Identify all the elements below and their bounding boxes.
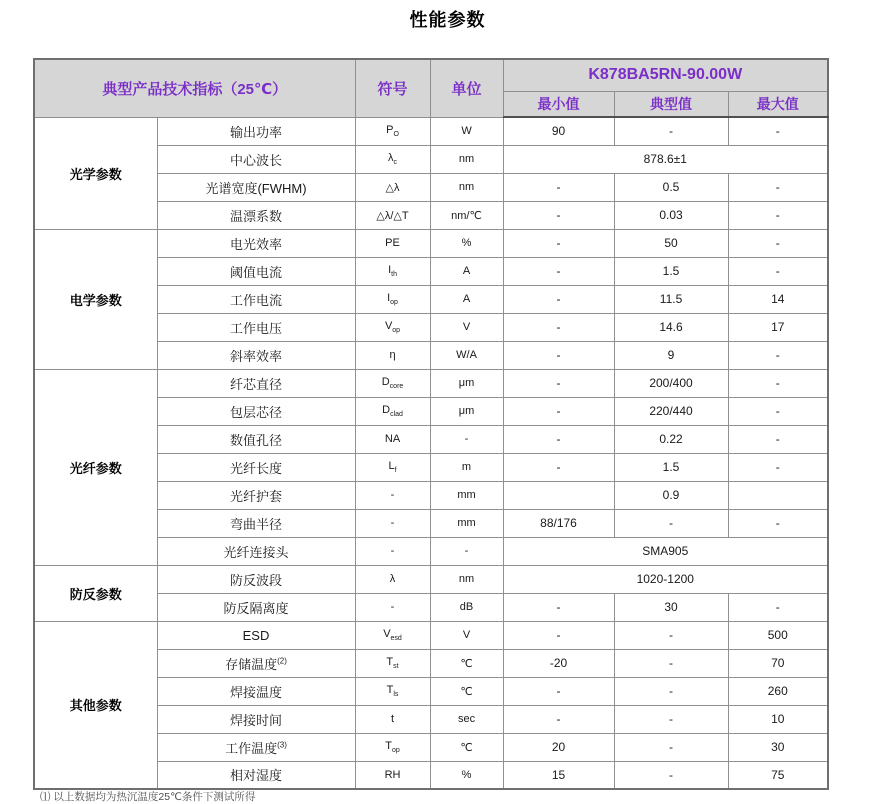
param-name-cell: 输出功率	[157, 117, 355, 145]
symbol-cell: $P_O$	[355, 117, 430, 145]
max-value-cell: 17	[728, 313, 828, 341]
min-value-cell: 88/176	[503, 509, 614, 537]
param-name-cell: 焊接温度	[157, 677, 355, 705]
max-value-cell: -	[728, 397, 828, 425]
unit-cell: nm	[430, 173, 503, 201]
param-name-cell: 中心波长	[157, 145, 355, 173]
max-value-cell: 30	[728, 733, 828, 761]
unit-cell: ℃	[430, 733, 503, 761]
min-value-cell	[503, 481, 614, 509]
min-value-cell: -	[503, 257, 614, 285]
symbol-cell: η	[355, 341, 430, 369]
param-name-cell: 防反隔离度	[157, 593, 355, 621]
typ-value-cell: -	[614, 761, 728, 789]
min-value-cell: -	[503, 313, 614, 341]
category-cell: 电学参数	[34, 229, 157, 369]
min-value-cell: -	[503, 201, 614, 229]
min-value-cell: -	[503, 621, 614, 649]
symbol-cell: △λ	[355, 173, 430, 201]
max-value-cell: -	[728, 229, 828, 257]
typ-value-cell: -	[614, 621, 728, 649]
max-value-cell: -	[728, 453, 828, 481]
typ-value-cell: -	[614, 705, 728, 733]
min-value-cell: -	[503, 173, 614, 201]
unit-cell: μm	[430, 369, 503, 397]
typ-value-cell: -	[614, 649, 728, 677]
max-value-cell	[728, 481, 828, 509]
max-value-cell: -	[728, 117, 828, 145]
min-value-cell: -	[503, 229, 614, 257]
symbol-cell: $V_{op}$	[355, 313, 430, 341]
symbol-cell: $T_{op}$	[355, 733, 430, 761]
symbol-cell: $I_{op}$	[355, 285, 430, 313]
unit-cell: nm	[430, 145, 503, 173]
param-name-cell: 防反波段	[157, 565, 355, 593]
table-row	[34, 621, 828, 649]
symbol-cell: -	[355, 481, 430, 509]
max-value-cell: -	[728, 593, 828, 621]
performance-spec-table	[33, 58, 829, 790]
typ-value-cell: -	[614, 677, 728, 705]
typ-value-cell: 50	[614, 229, 728, 257]
symbol-cell: $D_{clad}$	[355, 397, 430, 425]
min-value-cell: -	[503, 425, 614, 453]
typ-value-cell: 0.5	[614, 173, 728, 201]
min-value-cell: -20	[503, 649, 614, 677]
min-value-cell: -	[503, 397, 614, 425]
header-product-model: K878BA5RN-90.00W	[503, 59, 828, 91]
category-cell: 其他参数	[34, 621, 157, 789]
min-value-cell: -	[503, 341, 614, 369]
footnote-partial: ⑴ 以上数据均为热沉温度25℃条件下测试所得	[40, 791, 256, 803]
typ-value-cell: -	[614, 117, 728, 145]
param-name-cell: 工作电压	[157, 313, 355, 341]
typ-value-cell: 220/440	[614, 397, 728, 425]
param-name-cell: 斜率效率	[157, 341, 355, 369]
unit-cell: V	[430, 313, 503, 341]
typ-value-cell: 14.6	[614, 313, 728, 341]
unit-cell: mm	[430, 481, 503, 509]
symbol-cell: $I_{th}$	[355, 257, 430, 285]
param-name-cell: 工作温度$^{(3)}$	[157, 733, 355, 761]
param-name-cell: 纤芯直径	[157, 369, 355, 397]
symbol-cell: t	[355, 705, 430, 733]
min-value-cell: -	[503, 593, 614, 621]
merged-value-cell: SMA905	[503, 537, 828, 565]
merged-value-cell: 878.6±1	[503, 145, 828, 173]
max-value-cell: -	[728, 201, 828, 229]
max-value-cell: -	[728, 425, 828, 453]
category-cell: 防反参数	[34, 565, 157, 621]
unit-cell: V	[430, 621, 503, 649]
typ-value-cell: 9	[614, 341, 728, 369]
param-name-cell: 弯曲半径	[157, 509, 355, 537]
max-value-cell: 500	[728, 621, 828, 649]
category-cell: 光纤参数	[34, 369, 157, 565]
header-symbol: 符号	[355, 59, 430, 117]
unit-cell: μm	[430, 397, 503, 425]
header-unit: 单位	[430, 59, 503, 117]
param-name-cell: 数值孔径	[157, 425, 355, 453]
param-name-cell: 存储温度$^{(2)}$	[157, 649, 355, 677]
max-value-cell: 260	[728, 677, 828, 705]
param-name-cell: 相对湿度	[157, 761, 355, 789]
symbol-cell: λ	[355, 565, 430, 593]
typ-value-cell: 1.5	[614, 453, 728, 481]
min-value-cell: -	[503, 369, 614, 397]
min-value-cell: -	[503, 285, 614, 313]
symbol-cell: -	[355, 509, 430, 537]
symbol-cell: NA	[355, 425, 430, 453]
unit-cell: sec	[430, 705, 503, 733]
max-value-cell: -	[728, 509, 828, 537]
symbol-cell: △λ/△T	[355, 201, 430, 229]
unit-cell: A	[430, 257, 503, 285]
unit-cell: nm	[430, 565, 503, 593]
min-value-cell: -	[503, 453, 614, 481]
param-name-cell: 电光效率	[157, 229, 355, 257]
max-value-cell: -	[728, 341, 828, 369]
min-value-cell: -	[503, 677, 614, 705]
symbol-cell: RH	[355, 761, 430, 789]
unit-cell: %	[430, 229, 503, 257]
table-row	[34, 369, 828, 397]
symbol-cell: $D_{core}$	[355, 369, 430, 397]
min-value-cell: 90	[503, 117, 614, 145]
header-max: 最大值	[728, 91, 828, 117]
merged-value-cell: 1020-1200	[503, 565, 828, 593]
unit-cell: -	[430, 425, 503, 453]
max-value-cell: -	[728, 173, 828, 201]
unit-cell: W/A	[430, 341, 503, 369]
param-name-cell: 光纤连接头	[157, 537, 355, 565]
max-value-cell: -	[728, 369, 828, 397]
symbol-cell: PE	[355, 229, 430, 257]
param-name-cell: ESD	[157, 621, 355, 649]
unit-cell: m	[430, 453, 503, 481]
max-value-cell: -	[728, 257, 828, 285]
min-value-cell: 20	[503, 733, 614, 761]
page-title: 性能参数	[409, 10, 486, 30]
unit-cell: %	[430, 761, 503, 789]
min-value-cell: 15	[503, 761, 614, 789]
max-value-cell: 70	[728, 649, 828, 677]
param-name-cell: 包层芯径	[157, 397, 355, 425]
unit-cell: -	[430, 537, 503, 565]
unit-cell: nm/℃	[430, 201, 503, 229]
symbol-cell: -	[355, 593, 430, 621]
symbol-cell: $L_f$	[355, 453, 430, 481]
symbol-cell: $V_{esd}$	[355, 621, 430, 649]
min-value-cell: -	[503, 705, 614, 733]
typ-value-cell: 0.03	[614, 201, 728, 229]
param-name-cell: 温漂系数	[157, 201, 355, 229]
typ-value-cell: -	[614, 733, 728, 761]
param-name-cell: 阈值电流	[157, 257, 355, 285]
typ-value-cell: 30	[614, 593, 728, 621]
typ-value-cell: 200/400	[614, 369, 728, 397]
param-name-cell: 焊接时间	[157, 705, 355, 733]
max-value-cell: 14	[728, 285, 828, 313]
header-main-title: 典型产品技术指标（25℃）	[34, 59, 355, 117]
category-cell: 光学参数	[34, 117, 157, 229]
max-value-cell: 75	[728, 761, 828, 789]
typ-value-cell: 0.9	[614, 481, 728, 509]
param-name-cell: 光纤护套	[157, 481, 355, 509]
symbol-cell: $T_{st}$	[355, 649, 430, 677]
table-row	[34, 117, 828, 145]
typ-value-cell: 11.5	[614, 285, 728, 313]
unit-cell: ℃	[430, 677, 503, 705]
table-row	[34, 565, 828, 593]
symbol-cell: -	[355, 537, 430, 565]
table-body	[34, 117, 828, 789]
unit-cell: A	[430, 285, 503, 313]
header-typ: 典型值	[614, 91, 728, 117]
table-header	[34, 59, 828, 117]
typ-value-cell: -	[614, 509, 728, 537]
unit-cell: mm	[430, 509, 503, 537]
symbol-cell: $\lambda_c$	[355, 145, 430, 173]
unit-cell: ℃	[430, 649, 503, 677]
param-name-cell: 光纤长度	[157, 453, 355, 481]
unit-cell: dB	[430, 593, 503, 621]
typ-value-cell: 0.22	[614, 425, 728, 453]
table-row	[34, 229, 828, 257]
header-min: 最小值	[503, 91, 614, 117]
param-name-cell: 光谱宽度(FWHM)	[157, 173, 355, 201]
symbol-cell: $T_{ls}$	[355, 677, 430, 705]
unit-cell: W	[430, 117, 503, 145]
param-name-cell: 工作电流	[157, 285, 355, 313]
max-value-cell: 10	[728, 705, 828, 733]
typ-value-cell: 1.5	[614, 257, 728, 285]
